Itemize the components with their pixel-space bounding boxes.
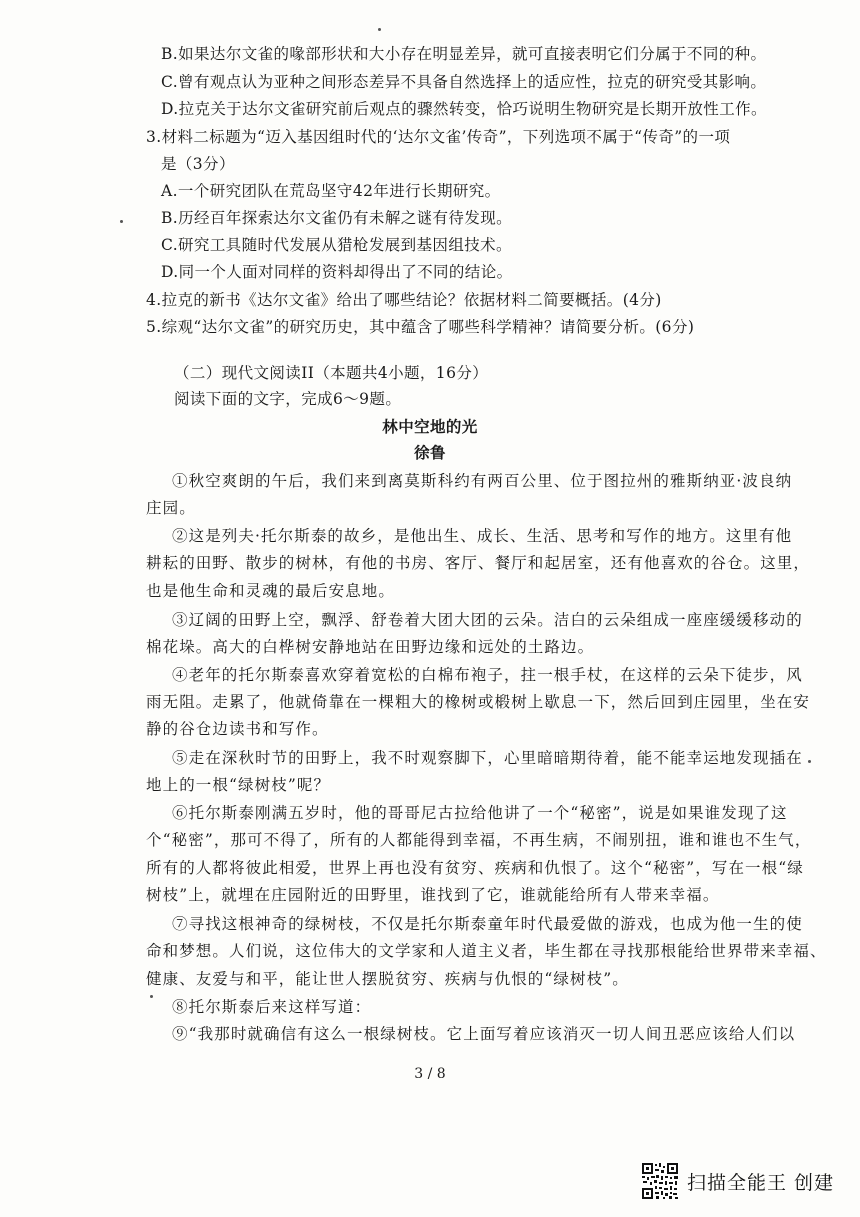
paragraph-1-line-2: 庄园。 xyxy=(146,499,196,517)
q3-option-a: A.一个研究团队在荒岛坚守42年进行长期研究。 xyxy=(161,182,501,200)
paragraph-5-line-1: ⑤走在深秋时节的田野上，我不时观察脚下，心里暗暗期待着，能不能幸运地发现插在 xyxy=(172,749,803,767)
paragraph-6-line-4: 树枝”上，就埋在庄园附近的田野里，谁找到了它，谁就能给所有人带来幸福。 xyxy=(146,886,720,904)
paragraph-3-line-1: ③辽阔的田野上空，飘浮、舒卷着大团大团的云朵。洁白的云朵组成一座座缓缓移动的 xyxy=(172,611,803,629)
article-author: 徐鲁 xyxy=(414,443,446,462)
paragraph-1-line-1: ①秋空爽朗的午后，我们来到离莫斯科约有两百公里、位于图拉州的雅斯纳亚·波良纳 xyxy=(172,472,793,490)
paragraph-4-line-2: 雨无阻。走累了，他就倚靠在一棵粗大的橡树或椴树上歇息一下，然后回到庄园里，坐在安 xyxy=(146,693,811,711)
paragraph-6-line-3: 所有的人都将彼此相爱，世界上再也没有贫穷、疾病和仇恨了。这个“秘密”，写在一根“绿 xyxy=(146,859,804,877)
paragraph-6-line-1: ⑥托尔斯泰刚满五岁时，他的哥哥尼古拉给他讲了一个“秘密”，说是如果谁发现了这 xyxy=(172,804,788,822)
scanner-label: 扫描全能王 创建 xyxy=(687,1171,835,1194)
paragraph-6-line-2: 个“秘密”，那可不得了，所有的人都能得到幸福，不再生病，不闹别扭，谁和谁也不生气， xyxy=(146,831,812,849)
option-c-line: C.曾有观点认为亚种之间形态差异不具备自然选择上的适应性，拉克的研究受其影响。 xyxy=(161,73,767,91)
paragraph-2-line-3: 也是他生命和灵魂的最后安息地。 xyxy=(146,582,396,600)
article-title: 林中空地的光 xyxy=(382,417,478,436)
scan-speck xyxy=(120,220,123,223)
scan-speck xyxy=(378,28,381,31)
paragraph-2-line-2: 耕耘的田野、散步的树林，有他的书房、客厅、餐厅和起居室，还有他喜欢的谷仓。这里， xyxy=(146,554,811,572)
paragraph-5-line-2: 地上的一根“绿树枝”呢？ xyxy=(146,776,331,794)
option-b-line: B.如果达尔文雀的喙部形状和大小存在明显差异，就可直接表明它们分属于不同的种。 xyxy=(161,45,767,63)
question-4-line: 4.拉克的新书《达尔文雀》给出了哪些结论？依据材料二简要概括。(4分) xyxy=(146,291,662,309)
scanner-watermark xyxy=(641,1162,834,1200)
paragraph-4-line-1: ④老年的托尔斯泰喜欢穿着宽松的白棉布袍子，拄一根手杖，在这样的云朵下徒步，风 xyxy=(172,666,803,684)
paragraph-3-line-2: 棉花垛。高大的白桦树安静地站在田野边缘和远处的土路边。 xyxy=(146,638,595,656)
paragraph-2-line-1: ②这是列夫·托尔斯泰的故乡，是他出生、成长、生活、思考和写作的地方。这里有他 xyxy=(172,527,793,545)
paragraph-9-line-1: ⑨“我那时就确信有这么一根绿树枝。它上面写着应该消灭一切人间丑恶应该给人们以 xyxy=(172,1025,796,1043)
question-3-cont: 是（3分） xyxy=(161,155,235,173)
question-5-line: 5.综观“达尔文雀”的研究历史，其中蕴含了哪些科学精神？请简要分析。(6分) xyxy=(146,318,695,336)
scan-speck xyxy=(150,995,153,998)
section-heading: （二）现代文阅读II（本题共4小题，16分） xyxy=(174,364,489,382)
scan-speck xyxy=(808,760,811,763)
page-number: 3 / 8 xyxy=(414,1066,446,1082)
paragraph-8-line-1: ⑧托尔斯泰后来这样写道： xyxy=(172,998,372,1016)
paragraph-4-line-3: 静的谷仓边读书和写作。 xyxy=(146,720,329,738)
paragraph-7-line-2: 命和梦想。人们说，这位伟大的文学家和人道主义者，毕生都在寻找那根能给世界带来幸福、 xyxy=(146,942,827,960)
paragraph-7-line-1: ⑦寻找这根神奇的绿树枝，不仅是托尔斯泰童年时代最爱做的游戏，也成为他一生的使 xyxy=(172,915,803,933)
q3-option-c: C.研究工具随时代发展从猎枪发展到基因组技术。 xyxy=(161,236,512,254)
option-d-line: D.拉克关于达尔文雀研究前后观点的骤然转变，恰巧说明生物研究是长期开放性工作。 xyxy=(161,100,767,118)
qr-code-icon xyxy=(641,1162,679,1200)
q3-option-b: B.历经百年探索达尔文雀仍有未解之谜有待发现。 xyxy=(161,209,513,227)
paragraph-7-line-3: 健康、友爱与和平，能让世人摆脱贫穷、疾病与仇恨的“绿树枝”。 xyxy=(146,970,629,988)
section-instruction: 阅读下面的文字，完成6～9题。 xyxy=(174,390,402,408)
question-3-line: 3.材料二标题为“迈入基因组时代的‘达尔文雀’传奇”，下列选项不属于“传奇”的一项 xyxy=(146,128,731,146)
q3-option-d: D.同一个人面对同样的资料却得出了不同的结论。 xyxy=(161,263,513,281)
